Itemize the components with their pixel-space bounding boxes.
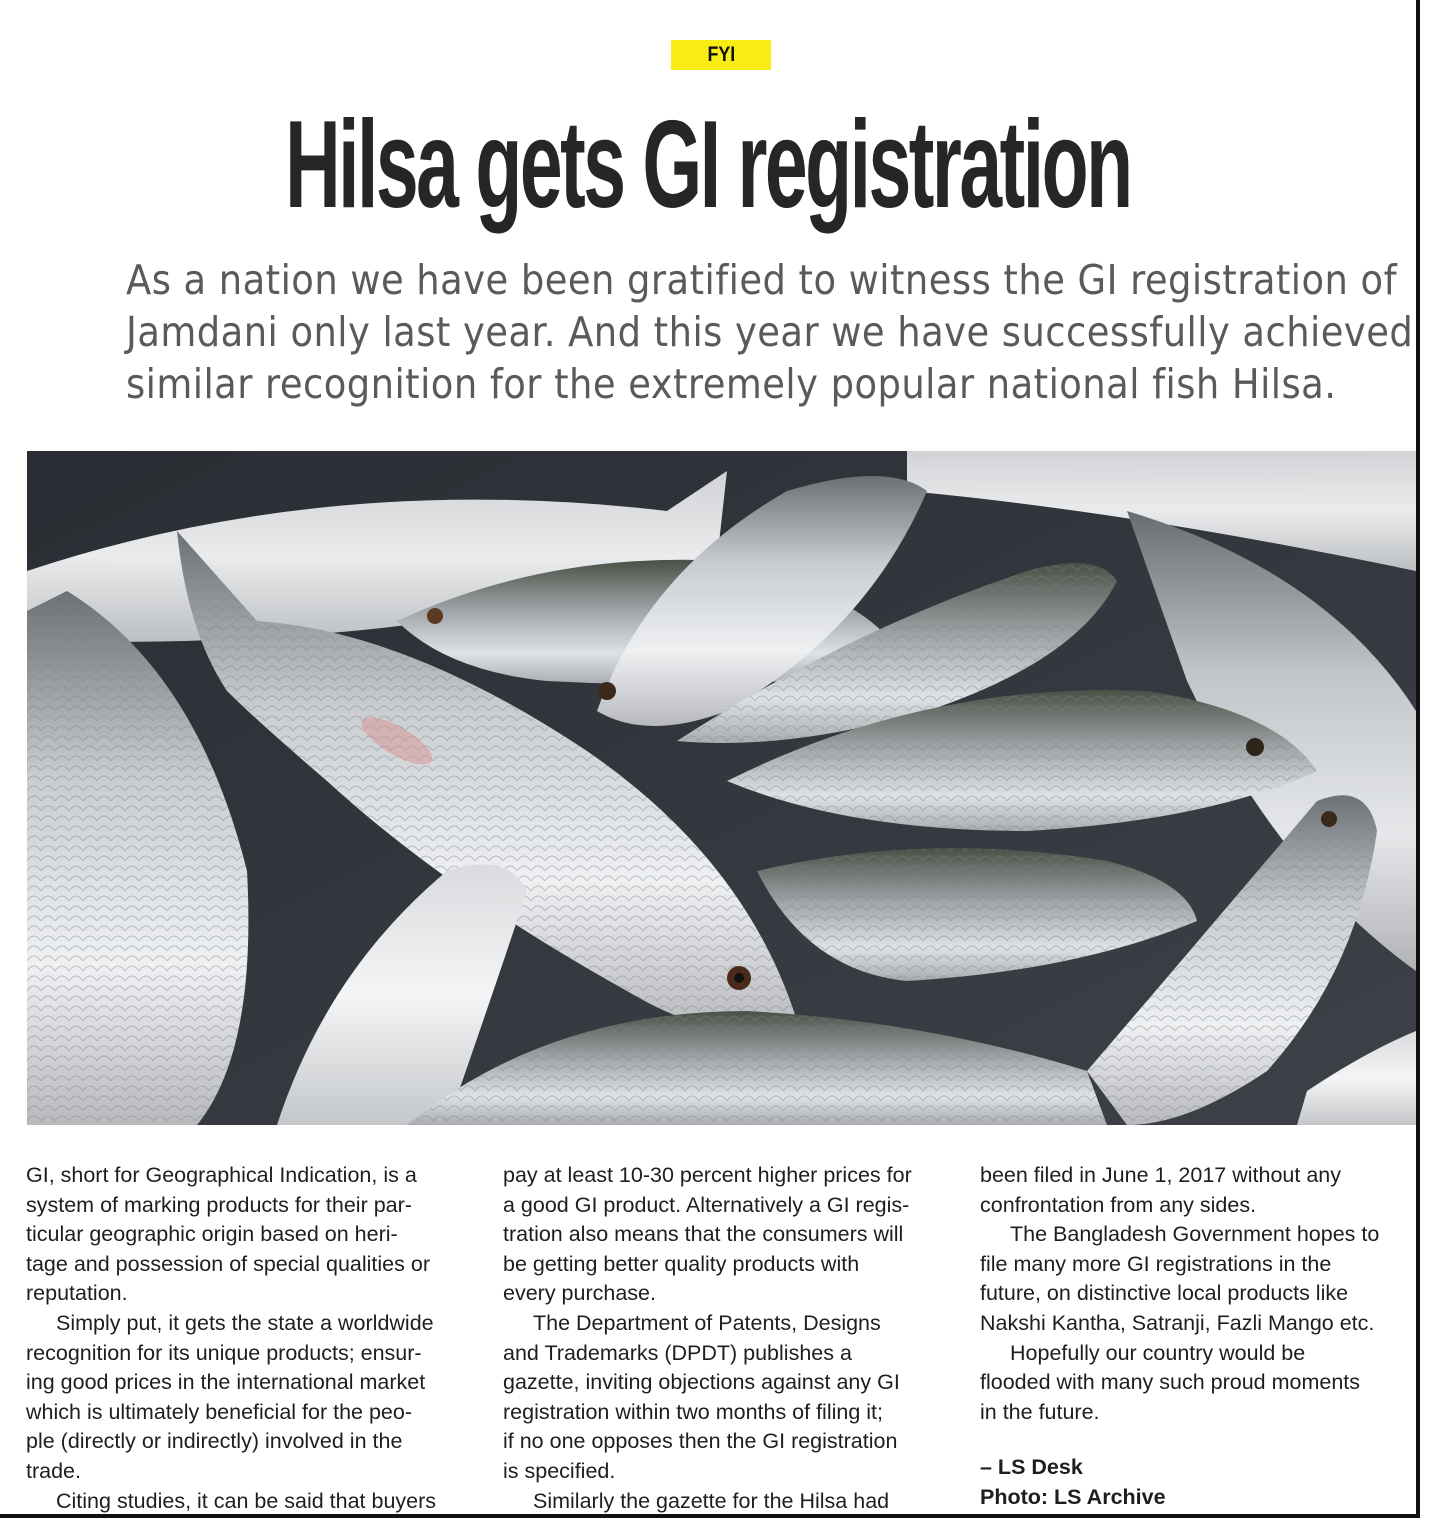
body-line: tration also means that the consumers will — [503, 1222, 904, 1247]
right-border-rule — [1416, 0, 1420, 1518]
hilsa-photo — [27, 451, 1416, 1125]
deck-intro — [60, 254, 1414, 410]
body-line: Similarly the gazette for the Hilsa had — [533, 1488, 890, 1513]
body-column-2 — [503, 1161, 943, 1516]
hilsa-fish-image — [27, 451, 1416, 1125]
headline — [0, 96, 1416, 234]
body-line: recognition for its unique products; ensur- — [26, 1340, 422, 1365]
body-line: been filed in June 1, 2017 without any — [980, 1163, 1341, 1187]
body-line: The Bangladesh Government hopes to — [1010, 1222, 1380, 1247]
body-line: ticular geographic origin based on heri- — [26, 1222, 398, 1247]
body-line: ing good prices in the international market — [26, 1370, 426, 1395]
body-line: future, on distinctive local products like — [980, 1281, 1349, 1306]
body-column-1 — [26, 1161, 466, 1516]
body-line: system of marking products for their par- — [26, 1192, 412, 1217]
deck-line: similar recognition for the extremely popular national fish Hilsa. — [126, 360, 1337, 408]
column-3-text — [980, 1161, 1405, 1427]
author-credit: – LS Desk — [980, 1455, 1083, 1480]
section-tag-label: FYI — [707, 43, 735, 66]
body-line: which is ultimately beneficial for the peo- — [26, 1399, 412, 1424]
body-line: tage and possession of special qualities or — [26, 1251, 430, 1276]
body-line: ple (directly or indirectly) involved in the — [26, 1429, 403, 1454]
body-line: be getting better quality products with — [503, 1251, 860, 1276]
body-line: The Department of Patents, Designs — [533, 1310, 881, 1335]
body-line: and Trademarks (DPDT) publishes a — [503, 1340, 852, 1365]
credits — [980, 1453, 1405, 1512]
body-line: trade. — [26, 1458, 81, 1483]
headline-text: Hilsa gets GI registration — [285, 96, 1131, 234]
body-line: a good GI product. Alternatively a GI regis- — [503, 1192, 910, 1217]
body-line: every purchase. — [503, 1281, 656, 1306]
deck-line: As a nation we have been gratified to witness the GI registration of — [126, 256, 1398, 304]
body-line: Simply put, it gets the state a worldwide — [56, 1310, 434, 1335]
body-line: pay at least 10-30 percent higher prices for — [503, 1163, 912, 1187]
body-line: Nakshi Kantha, Satranji, Fazli Mango etc. — [980, 1310, 1375, 1335]
body-line: registration within two months of filing it; — [503, 1399, 883, 1424]
body-line: file many more GI registrations in the — [980, 1251, 1332, 1276]
body-line: Citing studies, it can be said that buyers — [56, 1488, 437, 1513]
body-line: Hopefully our country would be — [1010, 1340, 1306, 1365]
body-column-3 — [980, 1161, 1405, 1513]
body-line: if no one opposes then the GI registration — [503, 1429, 898, 1454]
deck-line: Jamdani only last year. And this year we have successfully achieved — [126, 308, 1414, 356]
body-line: GI, short for Geographical Indication, is a — [26, 1163, 417, 1187]
body-line: reputation. — [26, 1281, 128, 1306]
photo-credit: Photo: LS Archive — [980, 1484, 1166, 1509]
body-line: confrontation from any sides. — [980, 1192, 1257, 1217]
body-line: in the future. — [980, 1399, 1100, 1424]
body-line: flooded with many such proud moments — [980, 1370, 1361, 1395]
body-line: is specified. — [503, 1458, 616, 1483]
section-tag — [671, 40, 771, 70]
body-line: gazette, inviting objections against any GI — [503, 1370, 900, 1395]
